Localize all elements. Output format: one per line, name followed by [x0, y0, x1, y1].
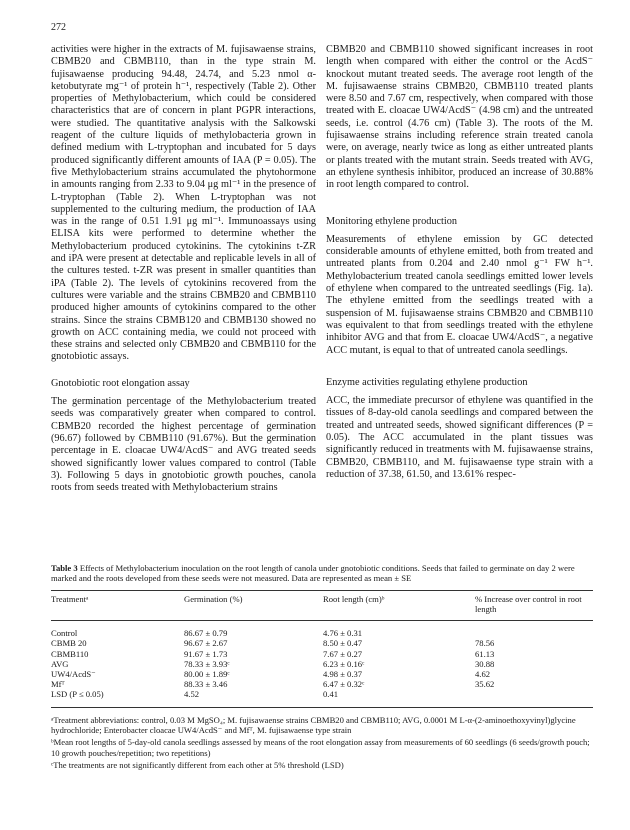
header-cell: Treatmentᵃ	[51, 593, 89, 604]
table-cell: CBMB 20	[51, 638, 87, 649]
table-row	[51, 669, 593, 679]
table-cell: 4.52	[184, 689, 200, 700]
table-cell: 30.88	[475, 658, 495, 669]
table-row	[51, 621, 593, 639]
right-column	[326, 44, 593, 481]
table-row	[51, 679, 593, 689]
results-table	[51, 590, 593, 708]
table-cell: 4.98 ± 0.37	[323, 669, 363, 680]
table-cell: CBMB110	[51, 648, 89, 659]
table-cell: Control	[51, 628, 78, 639]
table-cell: LSD (P ≤ 0.05)	[51, 689, 104, 700]
page-number: 272	[51, 22, 66, 33]
header-cell: Root length (cm)ᵇ	[323, 593, 385, 604]
table-cell: 86.67 ± 0.79	[184, 628, 228, 639]
table-label: Table 3	[51, 563, 78, 573]
body-paragraph: The germination percentage of the Methylobacterium treated seeds was comparatively greater when compared to control. CBMB20 recorded the highest percentage of germination (96.67) followed by CBMB110 (91.67%). But the germination percentage in E. cloacae UW4/AcdS⁻ and AVG treated seeds showed significantly lower values compared to control (Table 3). Following 5 days in gnotobiotic growth pouches, canola roots from seeds treated with Methylobacterium strains	[51, 396, 316, 494]
table-cell	[475, 621, 593, 639]
table-cell: Mfᵀ	[51, 679, 65, 690]
header-cell: Germination (%)	[184, 593, 243, 604]
body-paragraph: ACC, the immediate precursor of ethylene was quantified in the tissues of 8-day-old canola seedlings and compared between the treated and untreated seeds, showed significant differences (P = 0.05). The ACC accumulated in the plant tissues was significantly reduced in treatments with M. fujisawaense strains, CBMB20, CBMB110, and M. fujisawaense type strain with a reduction of 37.38, 61.50, and 13.61% respec-	[326, 395, 593, 480]
footnote: ᵃTreatment abbreviations: control, 0.03 M MgSO₄; M. fujisawaense strains CBMB20 and CBMB110; AVG, 0.0001 M L-α-(2-aminoethoxyvinyl)glycine hydrochloride; Enterobacter cloacae UW4/AcdS⁻ and Mfᵀ, M. fujisawaense type strain	[51, 714, 576, 735]
table-cell: 78.56	[475, 638, 495, 649]
body-paragraph: activities were higher in the extracts of M. fujisawaense strains, CBMB20 and CBMB110, than in the type strain M. fujisawaense producing 94.48, 24.74, and 5.23 nmol α-ketobutyrate mg⁻¹ of protein h⁻¹, respectively (Table 2). Other properties of Methylobacterium, which could be considered characteristics that are of concern in plant PGPR interactions, were studied. The quantitative analysis with the Salkowski reagent of the culture liquids of methylobacteria grown in defined medium with L-tryptophan and incubated for 5 days produced significantly different amounts of IAA (P = 0.05). The five Methylobacterium strains accumulated the phytohormone in amounts ranging from 2.33 to 9.04 μg ml⁻¹ in the presence of L-tryptophan (Table 2). When L-tryptophan was not supplemented to the culturing medium, the production of IAA was in the range of 0.51 1.91 μg ml⁻¹. Immunoassays using ELISA kits were performed to determine whether the Methylobacterium produced cytokinins. The cytokinins t-ZR and iPA were present at detectable and replicable levels in all of the cultures tested. t-ZR was present in smaller quantities than iPA (Table 2). The levels of cytokinins recovered from the cultures were variable and the strains CBMB20 and CBMB110 produced higher amounts of cytokinins compared to the other strains. Since the strains CBMB120 and CBMB130 showed no growth on ACC containing media, we could not proceed with these strains and selected only CBMB20 and CBMB110 for the gnotobiotic assays.	[51, 44, 316, 363]
table-caption-text: Effects of Methylobacterium inoculation on the root length of canola under gnotobiotic conditions. Seeds that failed to germinate on day 2 were marked and the roots developed from these seeds were not measured. Data are represented as mean ± SE	[51, 563, 575, 584]
table-row	[51, 689, 593, 707]
table-cell: 80.00 ± 1.89ᶜ	[184, 669, 230, 680]
table-cell: 6.23 ± 0.16ᶜ	[323, 658, 365, 669]
section-heading: Monitoring ethylene production	[326, 215, 457, 227]
table-cell: 7.67 ± 0.27	[323, 648, 363, 659]
body-paragraph: CBMB20 and CBMB110 showed significant increases in root length when compared with either the control or the AcdS⁻ knockout mutant treated seeds. The average root length of the M. fujisawaense strains CBMB20, CBMB110 treated plants were 8.50 and 7.67 cm, respectively, when compared with those treated with E. cloacae UW4/AcdS⁻ (4.98 cm) and the untreated seeds, i.e. control (4.76 cm) (Table 3). The roots of the M. fujisawaense strains including reference strain treated canola were, on average, nearly twice as long as either untreated plants or plants treated with the mutant strain. Seeds treated with AVG, an ethylene synthesis inhibitor, produced an increase of 30.88% in root length compared to control.	[326, 44, 593, 191]
footnote: ᶜThe treatments are not significantly different from each other at 5% threshold (LSD)	[51, 759, 344, 770]
table-cell: 4.62	[475, 669, 491, 680]
table-footnotes	[51, 715, 593, 770]
table-cell: 6.47 ± 0.32ᶜ	[323, 679, 365, 690]
table-header-row	[51, 590, 593, 620]
table-row	[51, 659, 593, 669]
table-cell	[475, 689, 593, 707]
table-cell: 35.62	[475, 679, 495, 690]
section-heading: Gnotobiotic root elongation assay	[51, 377, 190, 389]
left-column	[51, 44, 316, 494]
table-cell: 91.67 ± 1.73	[184, 648, 228, 659]
table-cell: 88.33 ± 3.46	[184, 679, 228, 690]
table-cell: UW4/AcdS⁻	[51, 669, 96, 680]
table-cell: 61.13	[475, 648, 495, 659]
table-cell: 0.41	[323, 689, 339, 700]
table-cell: 96.67 ± 2.67	[184, 638, 228, 649]
header-cell: % Increase over control in root length	[475, 593, 582, 615]
table-3	[51, 563, 593, 772]
table-row	[51, 638, 593, 648]
body-paragraph: Measurements of ethylene emission by GC detected considerable amounts of ethylene emitted, both from treated and untreated plants from 0.204 and 2.40 nmol g⁻¹ FW h⁻¹. Methylobacterium treated canola seedlings emitted lower levels of ethylene when compared to the untreated seedlings (Fig. 1a). The ethylene emitted from the seedlings treated with a suspension of M. fujisawaense strains CBMB20 and CBMB110 was equivalent to that from seedlings treated with the ethylene inhibitor AVG and that from E. cloacae UW4/AcdS⁻, a negative ACC mutant, is equal to that of untreated canola seedlings.	[326, 233, 593, 356]
section-heading: Enzyme activities regulating ethylene production	[326, 376, 528, 388]
footnote: ᵇMean root lengths of 5-day-old canola seedlings assessed by means of the root elongation assay from measurements of 60 seedlings (6 seeds/growth pouch; 10 growth pouches/repetition; two repetitions)	[51, 737, 590, 758]
table-row	[51, 649, 593, 659]
table-cell: 8.50 ± 0.47	[323, 638, 363, 649]
table-cell: 78.33 ± 3.93ᶜ	[184, 658, 230, 669]
table-cell: 4.76 ± 0.31	[323, 628, 363, 639]
table-caption	[51, 563, 593, 584]
table-cell: AVG	[51, 658, 69, 669]
